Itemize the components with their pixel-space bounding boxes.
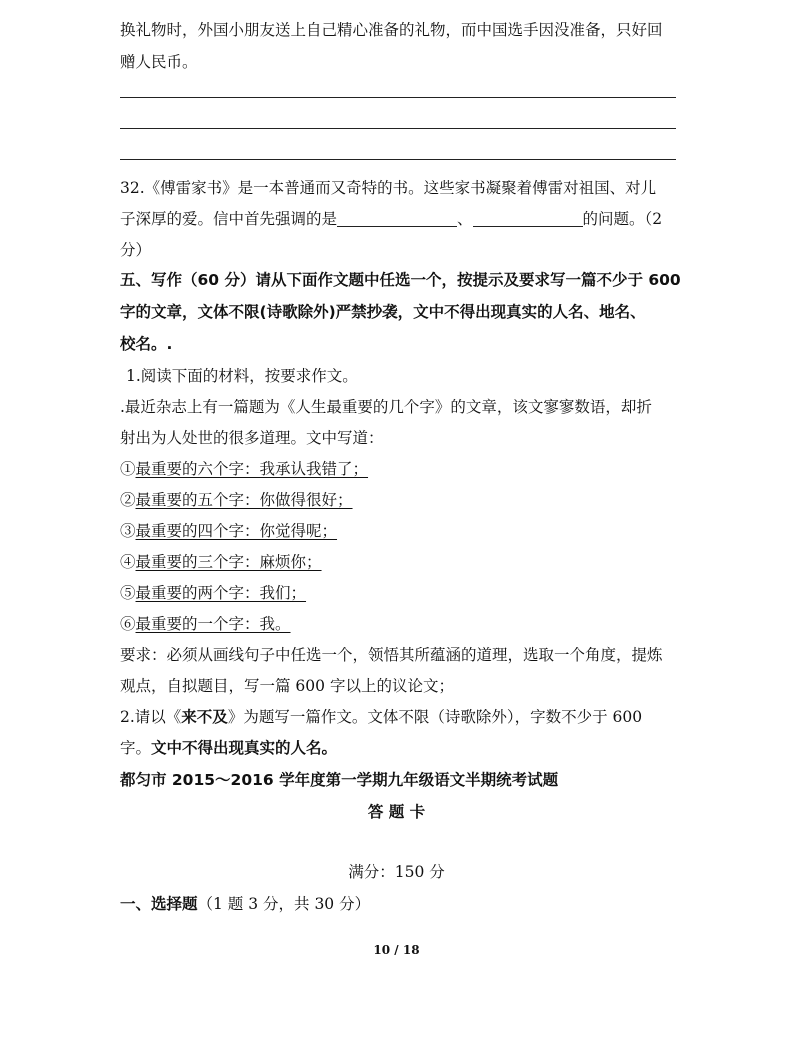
page-number: 10 / 18 <box>373 943 420 957</box>
topic-2-text: 》为题写一篇作文。文体不限（诗歌除外），字数不少于 600 <box>227 708 643 726</box>
full-score: 满分：150 分 <box>348 863 445 881</box>
section-1-label: 一、选择题 <box>120 895 198 913</box>
list-item <box>120 550 676 572</box>
list-item <box>120 612 676 634</box>
fill-blank <box>473 211 583 227</box>
fill-blank <box>337 211 457 227</box>
question-32-line: 分） <box>120 241 152 259</box>
requirement-line: 要求：必须从画线句子中任选一个，领悟其所蕴涵的道理，选取一个角度，提炼 <box>120 646 663 664</box>
section-5-heading: 校名。. <box>120 335 173 353</box>
underlined-sentence: 最重要的四个字：你觉得呢； <box>135 522 338 540</box>
section-5-heading: 五、写作（60 分）请从下面作文题中任选一个，按提示及要求写一篇不少于 600 <box>120 271 681 289</box>
topic-2-bold-text: 文中不得出现真实的人名。 <box>151 739 338 757</box>
question-32-sep: 、 <box>457 210 473 228</box>
list-item <box>120 488 676 510</box>
underlined-sentence: 最重要的五个字：你做得很好； <box>135 491 353 509</box>
underlined-sentence: 最重要的一个字：我。 <box>135 615 291 633</box>
list-item <box>120 581 676 603</box>
underlined-sentence: 最重要的三个字：麻烦你； <box>135 553 322 571</box>
text-line: 换礼物时，外国小朋友送上自己精心准备的礼物，而中国选手因没准备，只好回 <box>120 21 663 39</box>
section-1-note: （1 题 3 分，共 30 分） <box>197 895 371 913</box>
item-number: ⑥ <box>120 615 136 633</box>
topic-1-material: .最近杂志上有一篇题为《人生最重要的几个字》的文章，该文寥寥数语，却折 <box>120 398 652 416</box>
topic-2-line <box>120 736 676 758</box>
topic-1-intro: 1.阅读下面的材料，按要求作文。 <box>126 367 358 385</box>
exam-title: 都匀市 2015～2016 学年度第一学期九年级语文半期统考试题 <box>120 771 559 789</box>
question-32-line <box>120 207 676 229</box>
text-line: 赠人民币。 <box>120 53 198 71</box>
question-32-line: 32.《傅雷家书》是一本普通而又奇特的书。这些家书凝聚着傅雷对祖国、对儿 <box>120 179 657 197</box>
topic-2-title: 来不及 <box>181 708 228 726</box>
section-5-heading: 字的文章，文体不限(诗歌除外)严禁抄袭，文中不得出现真实的人名、地名、 <box>120 303 646 321</box>
item-number: ③ <box>120 522 136 540</box>
item-number: ④ <box>120 553 136 571</box>
answer-rule <box>120 128 676 129</box>
question-32-text: 子深厚的爱。信中首先强调的是 <box>120 210 338 228</box>
requirement-line: 观点，自拟题目，写一篇 600 字以上的议论文； <box>120 677 454 695</box>
answer-card-title: 答 题 卡 <box>367 803 426 821</box>
underlined-sentence: 最重要的六个字：我承认我错了； <box>135 460 369 478</box>
topic-2-text: 字。 <box>120 739 152 757</box>
section-1-heading <box>120 892 676 914</box>
answer-rule <box>120 97 676 98</box>
item-number: ② <box>120 491 136 509</box>
item-number: ⑤ <box>120 584 136 602</box>
answer-rule <box>120 159 676 160</box>
underlined-sentence: 最重要的两个字：我们； <box>135 584 307 602</box>
question-32-text: 的问题。（2 <box>582 210 663 228</box>
topic-2-text: 2.请以《 <box>120 708 182 726</box>
topic-1-material: 射出为人处世的很多道理。文中写道： <box>120 429 384 447</box>
list-item <box>120 457 676 479</box>
list-item <box>120 519 676 541</box>
item-number: ① <box>120 460 136 478</box>
topic-2-line <box>120 705 676 727</box>
